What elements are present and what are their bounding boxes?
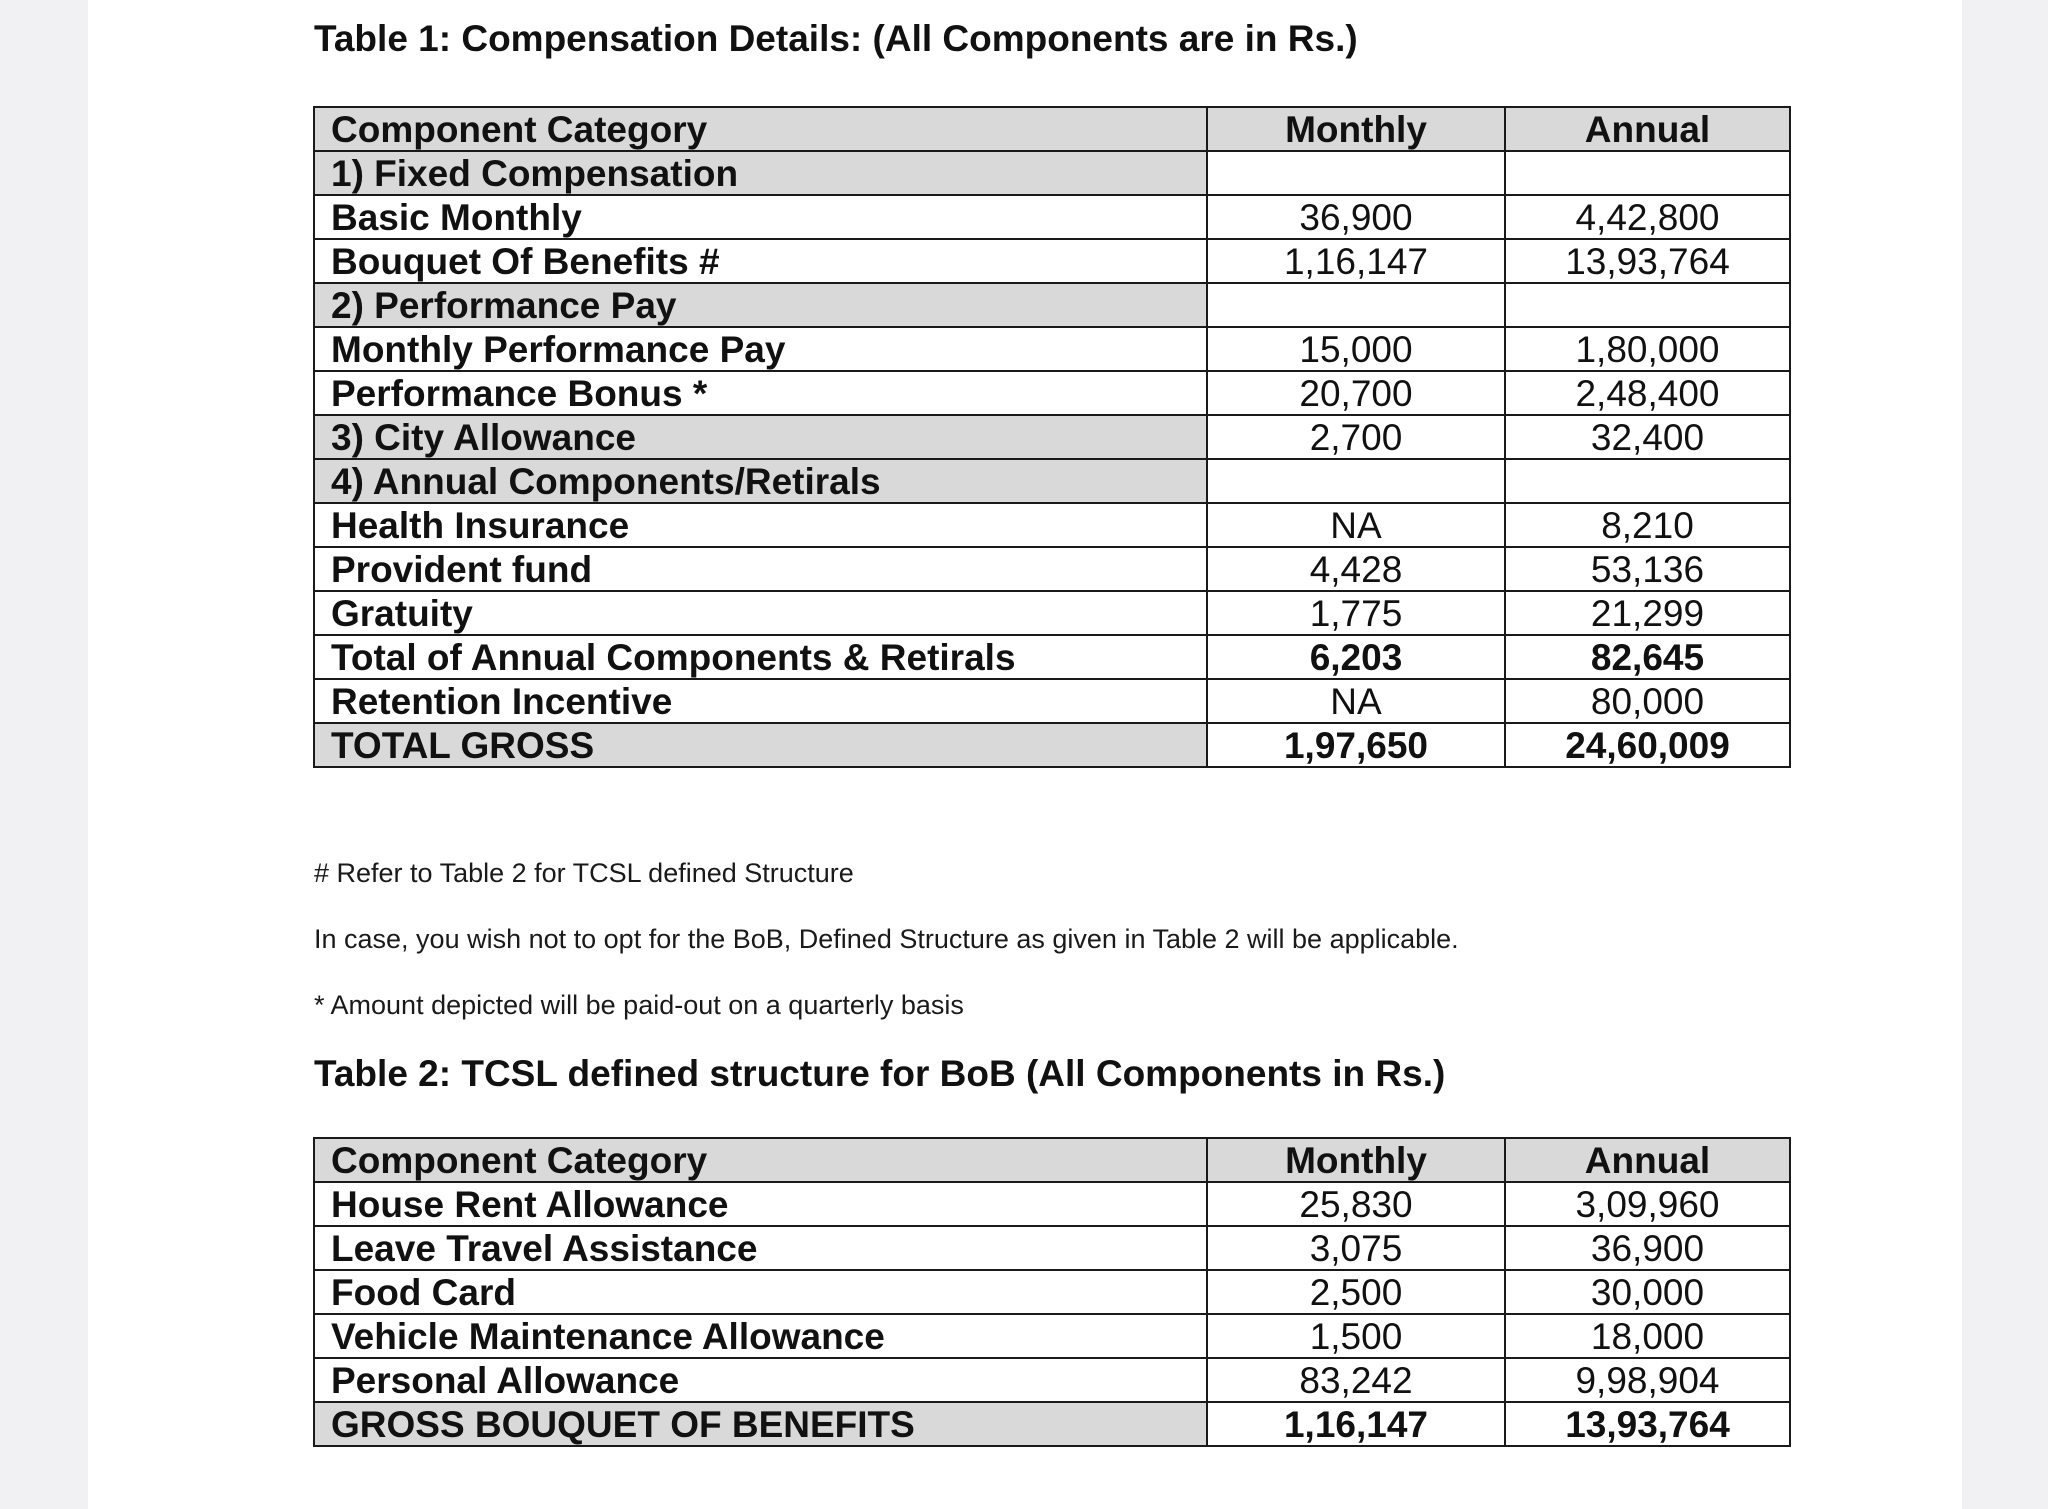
table-row bbox=[314, 1182, 1790, 1226]
table1-header-row bbox=[314, 107, 1790, 151]
row-annual-value: 2,48,400 bbox=[1505, 371, 1790, 415]
row-label: Personal Allowance bbox=[314, 1358, 1207, 1402]
row-annual-value: 53,136 bbox=[1505, 547, 1790, 591]
table1-title: Table 1: Compensation Details: (All Components are in Rs.) bbox=[314, 18, 1358, 59]
table-row bbox=[314, 239, 1790, 283]
row-annual-value bbox=[1505, 283, 1790, 327]
row-annual-value: 80,000 bbox=[1505, 679, 1790, 723]
row-label: Monthly Performance Pay bbox=[314, 327, 1207, 371]
row-label: House Rent Allowance bbox=[314, 1182, 1207, 1226]
row-label: Total of Annual Components & Retirals bbox=[314, 635, 1207, 679]
row-monthly-value: 25,830 bbox=[1207, 1182, 1505, 1226]
row-label: TOTAL GROSS bbox=[314, 723, 1207, 767]
table-row bbox=[314, 1270, 1790, 1314]
document-page bbox=[88, 0, 1962, 1509]
table2-header-monthly: Monthly bbox=[1207, 1138, 1505, 1182]
row-annual-value: 8,210 bbox=[1505, 503, 1790, 547]
row-monthly-value: 1,16,147 bbox=[1207, 239, 1505, 283]
bob-structure-table bbox=[313, 1137, 1791, 1447]
table-row bbox=[314, 591, 1790, 635]
row-monthly-value bbox=[1207, 151, 1505, 195]
table-row bbox=[314, 635, 1790, 679]
table2-title: Table 2: TCSL defined structure for BoB (All Components in Rs.) bbox=[314, 1053, 1446, 1094]
table-row bbox=[314, 723, 1790, 767]
row-annual-value: 4,42,800 bbox=[1505, 195, 1790, 239]
row-monthly-value: 1,97,650 bbox=[1207, 723, 1505, 767]
row-label: 3) City Allowance bbox=[314, 415, 1207, 459]
table-row bbox=[314, 415, 1790, 459]
table1-header-category: Component Category bbox=[314, 107, 1207, 151]
table1-header-annual: Annual bbox=[1505, 107, 1790, 151]
row-monthly-value: 4,428 bbox=[1207, 547, 1505, 591]
row-annual-value: 21,299 bbox=[1505, 591, 1790, 635]
table-row bbox=[314, 1402, 1790, 1446]
table1-header-monthly: Monthly bbox=[1207, 107, 1505, 151]
row-monthly-value: 15,000 bbox=[1207, 327, 1505, 371]
row-monthly-value: 20,700 bbox=[1207, 371, 1505, 415]
table-row bbox=[314, 371, 1790, 415]
row-label: Vehicle Maintenance Allowance bbox=[314, 1314, 1207, 1358]
row-monthly-value: 2,700 bbox=[1207, 415, 1505, 459]
row-annual-value: 1,80,000 bbox=[1505, 327, 1790, 371]
table-row bbox=[314, 459, 1790, 503]
row-monthly-value: 83,242 bbox=[1207, 1358, 1505, 1402]
row-annual-value: 13,93,764 bbox=[1505, 1402, 1790, 1446]
row-label: Health Insurance bbox=[314, 503, 1207, 547]
row-monthly-value bbox=[1207, 459, 1505, 503]
row-label: Provident fund bbox=[314, 547, 1207, 591]
row-annual-value bbox=[1505, 151, 1790, 195]
row-label: 2) Performance Pay bbox=[314, 283, 1207, 327]
table-row bbox=[314, 327, 1790, 371]
table2-header-category: Component Category bbox=[314, 1138, 1207, 1182]
row-monthly-value bbox=[1207, 283, 1505, 327]
row-monthly-value: 3,075 bbox=[1207, 1226, 1505, 1270]
row-annual-value: 30,000 bbox=[1505, 1270, 1790, 1314]
row-annual-value: 82,645 bbox=[1505, 635, 1790, 679]
row-monthly-value: 1,16,147 bbox=[1207, 1402, 1505, 1446]
row-label: Performance Bonus * bbox=[314, 371, 1207, 415]
row-monthly-value: 2,500 bbox=[1207, 1270, 1505, 1314]
row-label: Food Card bbox=[314, 1270, 1207, 1314]
row-monthly-value: 1,500 bbox=[1207, 1314, 1505, 1358]
row-annual-value: 32,400 bbox=[1505, 415, 1790, 459]
table1-body bbox=[314, 151, 1790, 767]
row-annual-value: 24,60,009 bbox=[1505, 723, 1790, 767]
compensation-table bbox=[313, 106, 1791, 768]
row-monthly-value: 6,203 bbox=[1207, 635, 1505, 679]
note-bob-opt-out: In case, you wish not to opt for the BoB, Defined Structure as given in Table 2 will be applicable. bbox=[314, 924, 1459, 954]
row-label: Bouquet Of Benefits # bbox=[314, 239, 1207, 283]
note-quarterly-payout: * Amount depicted will be paid-out on a quarterly basis bbox=[314, 990, 964, 1020]
table-row bbox=[314, 1358, 1790, 1402]
table-row bbox=[314, 547, 1790, 591]
table-row bbox=[314, 283, 1790, 327]
table-row bbox=[314, 1226, 1790, 1270]
row-monthly-value: 1,775 bbox=[1207, 591, 1505, 635]
row-label: Basic Monthly bbox=[314, 195, 1207, 239]
row-monthly-value: 36,900 bbox=[1207, 195, 1505, 239]
row-annual-value: 3,09,960 bbox=[1505, 1182, 1790, 1226]
table2-body bbox=[314, 1182, 1790, 1446]
row-label: Retention Incentive bbox=[314, 679, 1207, 723]
row-annual-value: 9,98,904 bbox=[1505, 1358, 1790, 1402]
table2-header-row bbox=[314, 1138, 1790, 1182]
table-row bbox=[314, 195, 1790, 239]
table-row bbox=[314, 151, 1790, 195]
note-bob-reference: # Refer to Table 2 for TCSL defined Structure bbox=[314, 858, 854, 888]
row-label: 4) Annual Components/Retirals bbox=[314, 459, 1207, 503]
row-monthly-value: NA bbox=[1207, 503, 1505, 547]
row-monthly-value: NA bbox=[1207, 679, 1505, 723]
row-label: Gratuity bbox=[314, 591, 1207, 635]
row-label: Leave Travel Assistance bbox=[314, 1226, 1207, 1270]
table-row bbox=[314, 679, 1790, 723]
table-row bbox=[314, 503, 1790, 547]
table2-header-annual: Annual bbox=[1505, 1138, 1790, 1182]
row-annual-value: 13,93,764 bbox=[1505, 239, 1790, 283]
row-annual-value: 18,000 bbox=[1505, 1314, 1790, 1358]
row-label: 1) Fixed Compensation bbox=[314, 151, 1207, 195]
table-row bbox=[314, 1314, 1790, 1358]
row-annual-value bbox=[1505, 459, 1790, 503]
row-label: GROSS BOUQUET OF BENEFITS bbox=[314, 1402, 1207, 1446]
row-annual-value: 36,900 bbox=[1505, 1226, 1790, 1270]
